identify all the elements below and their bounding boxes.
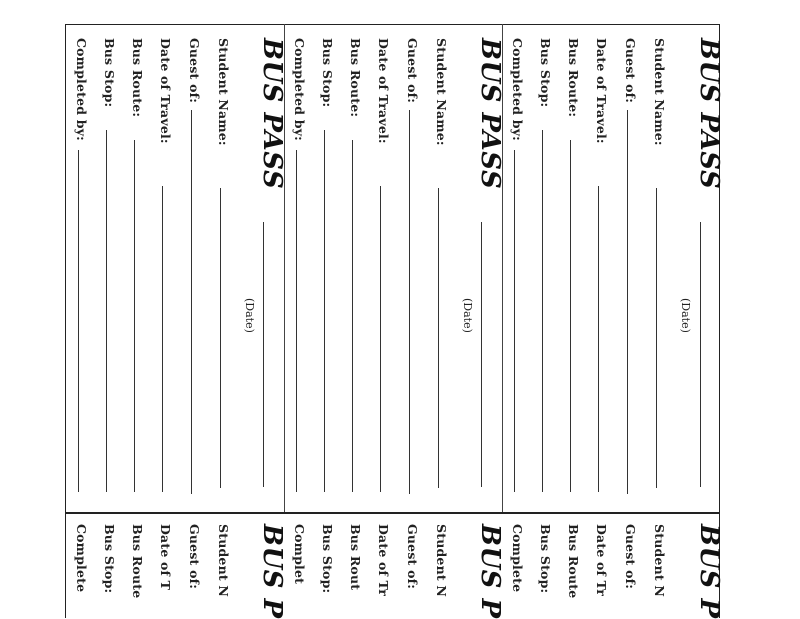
bus-route-line[interactable] <box>352 140 353 492</box>
bus-stop-label: Bus Stop: <box>102 524 117 594</box>
guest-of-line[interactable] <box>409 110 410 494</box>
date-caption: (Date) <box>679 298 692 333</box>
completed-by-label: Complete <box>74 524 89 593</box>
bus-route-label: Bus Route: <box>130 38 145 118</box>
date-caption: (Date) <box>243 298 256 333</box>
bus-route-line[interactable] <box>570 140 571 492</box>
bus-route-label: Bus Route: <box>348 38 363 118</box>
pass-title-partial: BUS P <box>694 524 724 619</box>
pass-title: BUS PASS <box>694 38 724 190</box>
guest-of-line[interactable] <box>191 110 192 494</box>
guest-of-line[interactable] <box>627 110 628 494</box>
completed-by-label: Completed by: <box>510 38 525 141</box>
guest-of-label: Guest of: <box>623 524 638 590</box>
student-name-label: Student Name: <box>216 38 231 146</box>
student-name-line[interactable] <box>220 188 221 488</box>
pass-title: BUS PASS <box>475 38 505 190</box>
completed-by-line[interactable] <box>514 150 515 492</box>
completed-by-line[interactable] <box>78 150 79 492</box>
bus-stop-label: Bus Stop: <box>102 38 117 108</box>
date-line <box>481 222 482 487</box>
student-name-label: Student N <box>652 524 667 598</box>
date-of-travel-label: Date of Tr <box>594 524 609 597</box>
bus-route-label: Bus Route <box>130 524 145 599</box>
student-name-label: Student Name: <box>434 38 449 146</box>
bus-route-label: Bus Route <box>566 524 581 599</box>
bus-stop-line[interactable] <box>106 130 107 492</box>
completed-by-label: Completed by: <box>292 38 307 141</box>
completed-by-line[interactable] <box>296 150 297 492</box>
student-name-label: Student N <box>216 524 231 598</box>
date-of-travel-line[interactable] <box>598 186 599 492</box>
completed-by-label: Completed by: <box>74 38 89 141</box>
pass-title: BUS PASS <box>257 38 287 190</box>
date-of-travel-label: Date of Tr <box>376 524 391 597</box>
student-name-line[interactable] <box>438 188 439 488</box>
pass-title-partial: BUS P <box>257 524 287 619</box>
row-divider <box>65 512 720 514</box>
bus-stop-label: Bus Stop: <box>538 524 553 594</box>
guest-of-label: Guest of: <box>623 38 638 104</box>
guest-of-label: Guest of: <box>187 524 202 590</box>
student-name-label: Student Name: <box>652 38 667 146</box>
bus-route-line[interactable] <box>134 140 135 492</box>
guest-of-label: Guest of: <box>187 38 202 104</box>
student-name-label: Student N <box>434 524 449 598</box>
bus-stop-line[interactable] <box>542 130 543 492</box>
completed-by-label: Complete <box>510 524 525 593</box>
bus-route-label: Bus Rout <box>348 524 363 591</box>
date-caption: (Date) <box>461 298 474 333</box>
bus-stop-line[interactable] <box>324 130 325 492</box>
bus-stop-label: Bus Stop: <box>320 38 335 108</box>
bus-route-label: Bus Route: <box>566 38 581 118</box>
pass-title-partial: BUS P <box>475 524 505 619</box>
date-of-travel-line[interactable] <box>380 186 381 492</box>
date-of-travel-label: Date of T <box>158 524 173 591</box>
guest-of-label: Guest of: <box>405 524 420 590</box>
date-of-travel-label: Date of Travel: <box>158 38 173 144</box>
date-line <box>700 222 701 487</box>
bus-stop-label: Bus Stop: <box>538 38 553 108</box>
bus-stop-label: Bus Stop: <box>320 524 335 594</box>
student-name-line[interactable] <box>656 188 657 488</box>
date-of-travel-label: Date of Travel: <box>594 38 609 144</box>
guest-of-label: Guest of: <box>405 38 420 104</box>
date-of-travel-label: Date of Travel: <box>376 38 391 144</box>
completed-by-label: Complet <box>292 524 307 585</box>
date-of-travel-line[interactable] <box>162 186 163 492</box>
date-line <box>263 222 264 487</box>
